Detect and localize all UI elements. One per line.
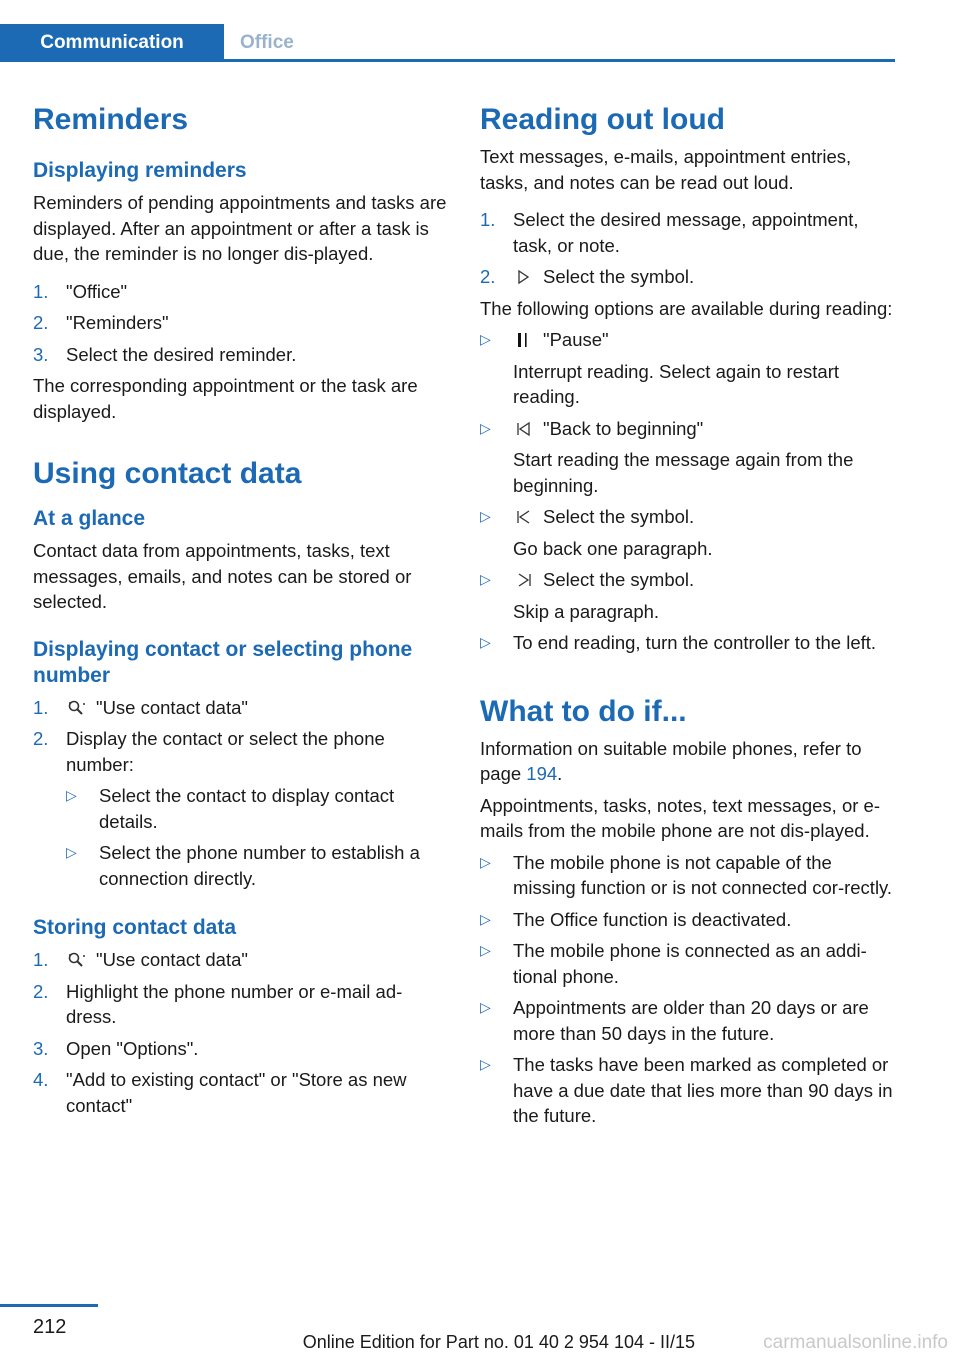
step-number: 3. [33,343,49,365]
reading-intro-text: Text messages, e-mails, appointment entries, tasks, and notes can be read out loud. [480,146,852,193]
list-item [33,279,448,305]
skip-back-icon [513,421,535,437]
play-icon [513,269,535,285]
list-item [33,726,448,777]
what-to-do-title: What to do if... [480,694,687,728]
cause-text: The Office function is deactivated. [513,908,792,930]
step-number: 2. [33,980,49,1002]
whatif-info-pre: Information on suitable mobile phones, refer to page [480,737,862,784]
pause-icon [513,332,535,348]
list-item [33,979,448,1030]
displaying-reminders-title: Displaying reminders [33,159,247,182]
page-link[interactable]: 194 [526,763,558,784]
option-desc: Go back one paragraph. [513,537,713,559]
at-a-glance-title: At a glance [33,507,146,530]
list-item [480,567,895,624]
whatif-info-text [480,736,895,787]
whatif-info-post: . [557,763,563,784]
cause-text: The mobile phone is connected as an addi-tional phone. [513,940,867,987]
reminders-result-text: The corresponding appointment or the task are displayed. [33,375,418,422]
list-item [66,783,448,834]
step-number: 2. [33,312,49,333]
list-item [33,695,448,721]
step-number: 2. [480,266,496,287]
watermark: carmanualsonline.info [763,1332,948,1353]
triangle-right-icon: ▷ [480,942,491,958]
step-text: Open "Options". [66,1037,199,1059]
sub-item-text: Select the phone number to establish a connection directly. [99,842,420,889]
tab-communication[interactable]: Communication [0,24,224,62]
step-text: Display the contact or select the phone number: [66,728,385,775]
option-desc: Interrupt reading. Select again to restart reading. [513,360,839,407]
option-desc: Skip a paragraph. [513,600,660,622]
magnifier-icon [66,952,88,968]
cause-text: Appointments are older than 20 days or are more than 50 days in the future. [513,997,869,1044]
step-number: 4. [33,1069,49,1090]
list-item [33,342,448,368]
list-item [480,1052,895,1129]
step-number: 1. [33,949,49,970]
page-number: 212 [33,1316,67,1338]
option-label: "Back to beginning" [543,417,704,439]
list-item [480,630,895,656]
list-item [33,1036,448,1062]
magnifier-icon [66,700,88,716]
contact-data-title: Using contact data [33,457,302,490]
step-text: Select the desired message, appointment, task, or note. [513,209,859,256]
triangle-right-icon: ▷ [66,787,77,803]
header-rule [0,59,895,62]
list-item [33,310,448,336]
step-text: "Reminders" [66,312,169,333]
triangle-right-icon: ▷ [480,910,491,927]
list-item [480,504,895,561]
header-tabbar [0,24,895,62]
step-number: 2. [33,728,49,749]
list-item [480,938,895,989]
whatif-problem-text: Appointments, tasks, notes, text messages, or e-mails from the mobile phone are not dis-played. [480,794,880,841]
triangle-right-icon: ▷ [480,419,491,436]
tab-office[interactable]: Office [240,32,294,53]
step-number: 1. [33,280,49,302]
right-column [480,100,895,1135]
step-text: Highlight the phone number or e-mail ad-dress. [66,980,403,1027]
sub-item-text: Select the contact to display contact details. [99,785,395,832]
cause-text: The tasks have been marked as completed or have a due date that lies more than 90 days in the future. [513,1054,893,1126]
option-label: Select the symbol. [543,569,695,590]
step-number: 3. [33,1037,49,1059]
option-label: "Pause" [543,329,609,350]
option-label: Select the symbol. [543,506,695,527]
step-number: 1. [480,209,496,230]
step-text: "Office" [66,280,128,302]
reminders-title: Reminders [33,103,189,136]
skip-forward-icon [513,572,535,588]
triangle-right-icon: ▷ [480,1056,491,1072]
step-text: "Add to existing contact" or "Store as new contact" [66,1069,407,1116]
step-text: Select the symbol. [543,266,695,287]
triangle-right-icon: ▷ [480,853,491,870]
list-item [480,907,895,933]
displaying-reminders-text: Reminders of pending appointments and tasks are displayed. After an appointment or after a task is due, the reminder is no longer dis-played. [33,192,447,264]
step-text: Select the desired reminder. [66,343,297,365]
triangle-right-icon: ▷ [480,571,491,587]
skip-back-icon [513,509,535,525]
triangle-right-icon: ▷ [480,634,491,650]
step-number: 1. [33,696,49,718]
list-item [480,416,895,499]
footer-rule [0,1304,98,1307]
list-item [480,207,895,258]
storing-contact-title: Storing contact data [33,916,237,939]
list-item [66,840,448,891]
list-item [480,850,895,901]
left-column [33,100,448,1124]
list-item [480,327,895,410]
display-contact-title: Displaying contact or selecting phone number [33,637,413,687]
list-item [480,995,895,1046]
edition-text: Online Edition for Part no. 01 40 2 954 104 - II/15 [302,1332,695,1352]
at-a-glance-text: Contact data from appointments, tasks, text messages, emails, and notes can be stored or selected. [33,540,412,612]
step-text: "Use contact data" [96,696,248,718]
option-desc: Start reading the message again from the beginning. [513,449,854,496]
list-item [480,264,895,290]
triangle-right-icon: ▷ [480,508,491,524]
list-item [33,947,448,973]
cause-text: The mobile phone is not capable of the missing function or is not connected cor-rectly. [513,851,893,898]
option-label: To end reading, turn the controller to the left. [513,632,877,653]
list-item [33,1067,448,1118]
triangle-right-icon: ▷ [480,999,491,1015]
triangle-right-icon: ▷ [66,844,77,860]
triangle-right-icon: ▷ [480,331,491,347]
options-intro-text: The following options are available during reading: [480,297,893,319]
reading-out-loud-title: Reading out loud [480,103,725,136]
step-text: "Use contact data" [96,949,248,970]
